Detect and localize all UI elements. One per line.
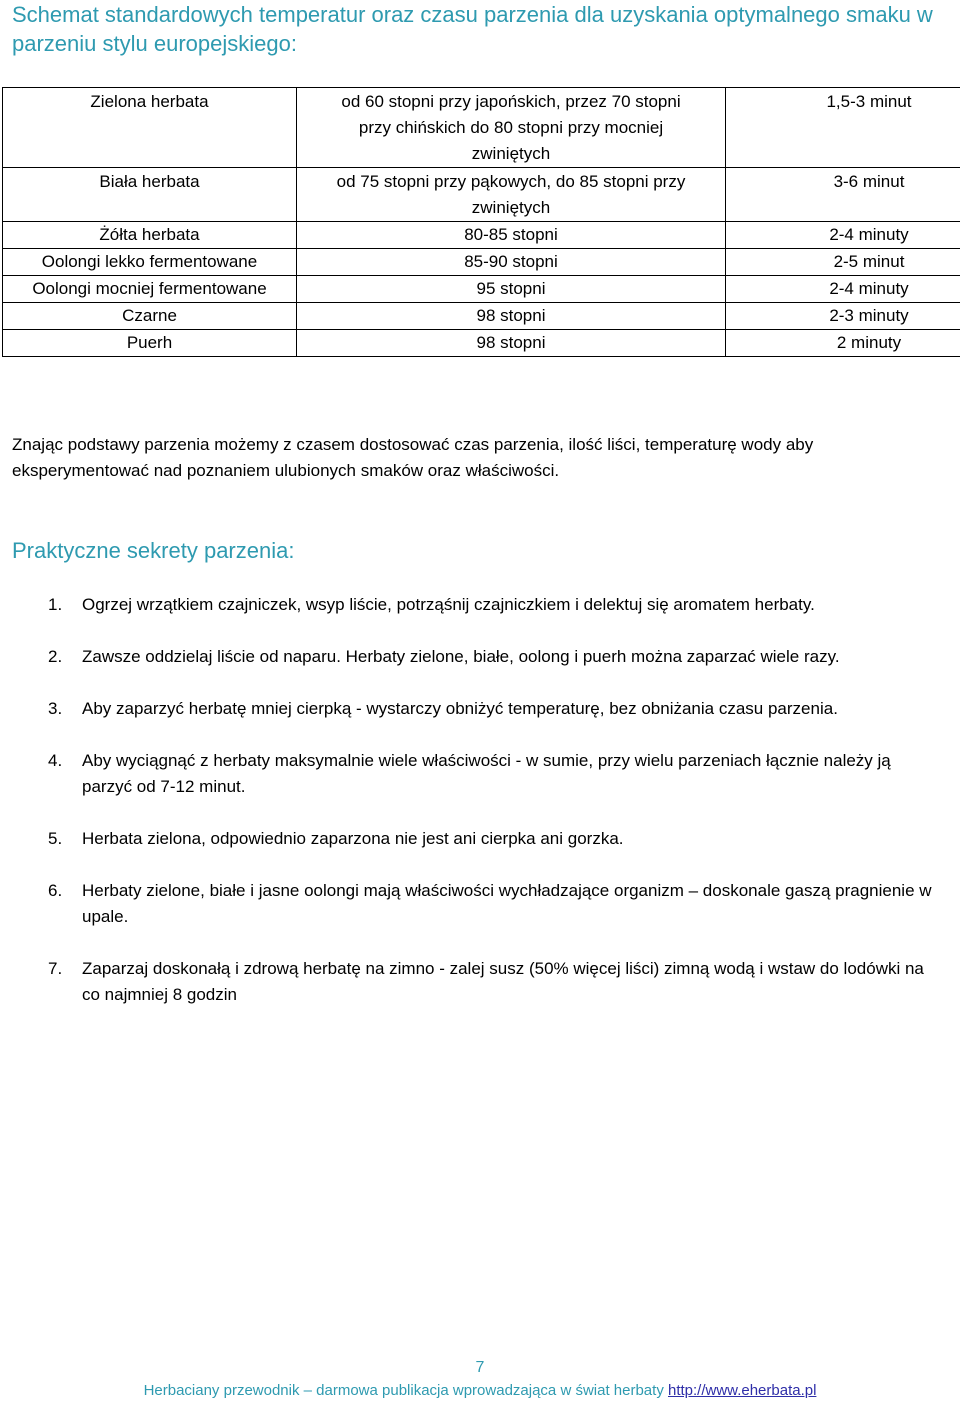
temperature-cell: 98 stopni (297, 330, 726, 357)
temperature-cell: 95 stopni (297, 276, 726, 303)
tea-name-cell: Oolongi lekko fermentowane (3, 249, 297, 276)
item-text: Zaparzaj doskonałą i zdrową herbatę na zimno - zalej susz (50% więcej liści) zimną wodą i wstaw do lodówki na co najmniej 8 godzin (82, 959, 924, 1004)
page-heading: Schemat standardowych temperatur oraz czasu parzenia dla uzyskania optymalnego smaku w parzeniu stylu europejskiego: (12, 0, 942, 58)
footer-link[interactable]: http://www.eherbata.pl (668, 1382, 816, 1399)
time-cell: 2-4 minuty (726, 222, 960, 249)
item-number: 1. (48, 592, 62, 618)
time-cell: 1,5-3 minut (726, 88, 960, 168)
table-row (3, 88, 960, 168)
item-number: 7. (48, 956, 62, 982)
footer (0, 1380, 960, 1402)
list-item (0, 826, 935, 852)
tea-name-cell: Czarne (3, 303, 297, 330)
list-item (0, 748, 935, 800)
footer-text: Herbaciany przewodnik – darmowa publikacja wprowadzająca w świat herbaty (144, 1382, 664, 1399)
item-text: Herbata zielona, odpowiednio zaparzona nie jest ani cierpka ani gorzka. (82, 829, 624, 848)
item-text: Aby zaparzyć herbatę mniej cierpką - wystarczy obniżyć temperaturę, bez obniżania czasu parzenia. (82, 699, 838, 718)
tea-name-cell: Oolongi mocniej fermentowane (3, 276, 297, 303)
intro-paragraph: Znając podstawy parzenia możemy z czasem dostosować czas parzenia, ilość liści, temperaturę wody aby eksperymentować nad poznaniem ulubionych smaków oraz właściwości. (12, 432, 942, 484)
table-row (3, 330, 960, 357)
item-text: Ogrzej wrzątkiem czajniczek, wsyp liście, potrząśnij czajniczkiem i delektuj się aromatem herbaty. (82, 595, 815, 614)
table-row (3, 222, 960, 249)
list-item (0, 592, 935, 618)
temperature-cell: 98 stopni (297, 303, 726, 330)
tea-name-cell: Żółta herbata (3, 222, 297, 249)
temperature-cell: od 60 stopni przy japońskich, przez 70 stopni przy chińskich do 80 stopni przy mocniej zwiniętych (297, 88, 726, 168)
time-cell: 2-3 minuty (726, 303, 960, 330)
tea-name-cell: Puerh (3, 330, 297, 357)
item-text: Herbaty zielone, białe i jasne oolongi mają właściwości wychładzające organizm – doskonale gaszą pragnienie w upale. (82, 881, 932, 926)
list-item (0, 878, 935, 930)
brewing-table (2, 87, 960, 357)
table-row (3, 249, 960, 276)
time-cell: 2 minuty (726, 330, 960, 357)
item-number: 4. (48, 748, 62, 774)
item-text: Zawsze oddzielaj liście od naparu. Herbaty zielone, białe, oolong i puerh można zaparzać wiele razy. (82, 647, 840, 666)
tea-name-cell: Biała herbata (3, 168, 297, 222)
item-number: 6. (48, 878, 62, 904)
list-item (0, 956, 935, 1008)
time-cell: 2-5 minut (726, 249, 960, 276)
item-number: 2. (48, 644, 62, 670)
secrets-list (0, 592, 935, 1034)
table-row (3, 276, 960, 303)
list-item (0, 644, 935, 670)
section-heading: Praktyczne sekrety parzenia: (12, 536, 294, 566)
temperature-cell: od 75 stopni przy pąkowych, do 85 stopni przy zwiniętych (297, 168, 726, 222)
temperature-cell: 80-85 stopni (297, 222, 726, 249)
item-number: 3. (48, 696, 62, 722)
tea-name-cell: Zielona herbata (3, 88, 297, 168)
table-row (3, 303, 960, 330)
list-item (0, 696, 935, 722)
time-cell: 2-4 minuty (726, 276, 960, 303)
table-row (3, 168, 960, 222)
item-number: 5. (48, 826, 62, 852)
time-cell: 3-6 minut (726, 168, 960, 222)
page-number: 7 (0, 1357, 960, 1379)
temperature-cell: 85-90 stopni (297, 249, 726, 276)
item-text: Aby wyciągnąć z herbaty maksymalnie wiele właściwości - w sumie, przy wielu parzeniach łącznie należy ją parzyć od 7-12 minut. (82, 751, 891, 796)
